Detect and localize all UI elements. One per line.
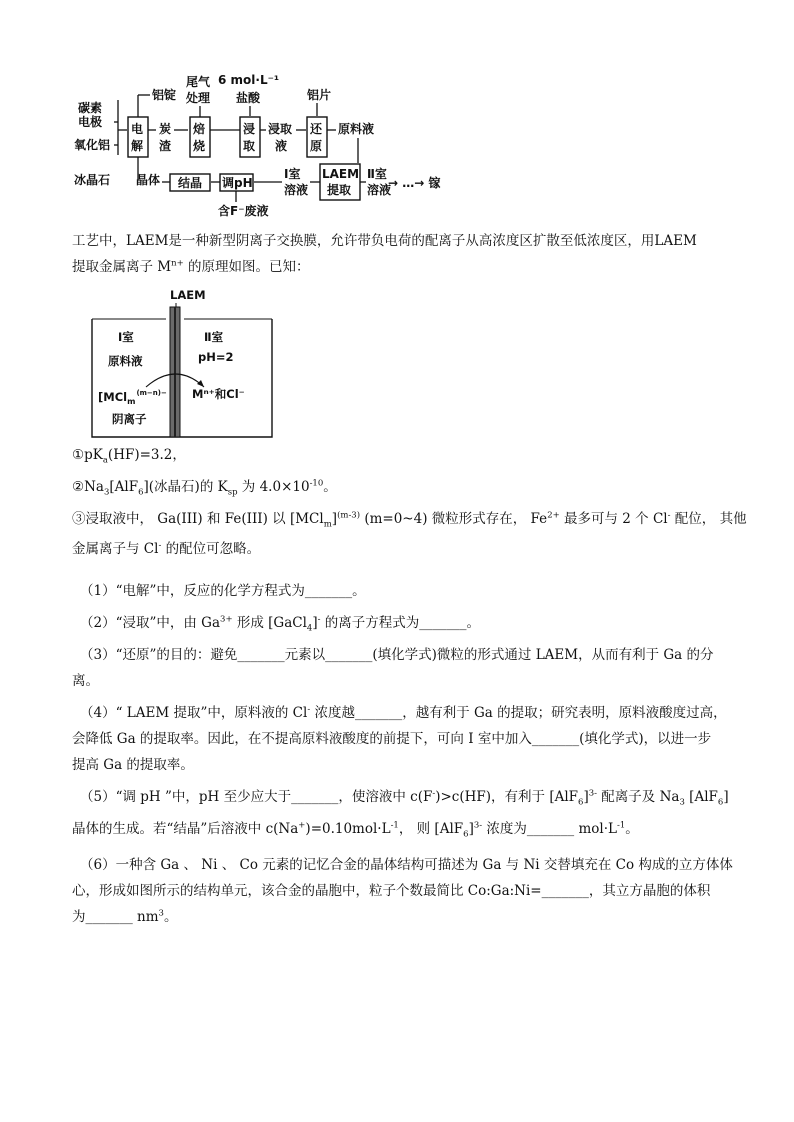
question-4-cont2: 提高 Ga 的提取率。 xyxy=(72,757,194,773)
calcine-2: 烧 xyxy=(193,139,206,153)
condition-2: $②Na_3[AlF_6]$(冰晶石)的 $K_{sp}$ 为 $4.0\times 10^{-10}$。 xyxy=(72,478,337,498)
questions xyxy=(72,578,733,930)
condition-1: $①pK_a(HF)=3.2$， xyxy=(72,447,186,466)
cell-room1: Ⅰ室 xyxy=(118,330,134,344)
room2-2: 溶液 xyxy=(367,183,392,197)
laem-cell-diagram xyxy=(84,283,284,443)
question-2: （2）“浸取”中，由 $Ga^{3+}$ 形成 [GaCl$_4$]- 的离子方程式为_______。 xyxy=(80,614,481,634)
electrolysis-2: 解 xyxy=(131,139,144,153)
question-6-cont2: 为_______ $nm^3$。 xyxy=(72,908,178,925)
room1-2: 溶液 xyxy=(284,183,309,197)
leach-2: 取 xyxy=(243,139,256,153)
cell-ph: pH=2 xyxy=(198,350,234,364)
intro-line-1: 工艺中，LAEM是一种新型阴离子交换膜，允许带负电荷的配离子从高浓度区扩散至低浓度区，用LAEM xyxy=(72,233,697,249)
reduce-1: 还 xyxy=(310,122,323,136)
room2-1: Ⅱ室 xyxy=(367,167,387,181)
question-6: （6）一种含 Ga 、 Ni 、 Co 元素的记忆合金的晶体结构可描述为 Ga 与 Ni 交替填充在 Co 构成的立方体体 xyxy=(80,857,733,873)
cell-laem-label: LAEM xyxy=(170,288,206,302)
intro-line-2 xyxy=(72,254,722,280)
f-waste: 含F⁻废液 xyxy=(218,204,269,218)
question-4: （4）“ LAEM 提取”中，原料液的 Cl- 浓度越_______，越有利于 Ga 的提取；研究表明，原料液酸度过高， xyxy=(80,704,727,721)
cell-anion: [MCl$_m^{(m-n)-}$ xyxy=(98,389,167,406)
question-3: （3）“还原”的目的：避免_______元素以_______(填化学式)微粒的形式通过 LAEM，从而有利于 Ga 的分 xyxy=(80,647,714,663)
hcl-conc: 6 mol·L⁻¹ xyxy=(218,73,280,87)
carbon-slag-2: 渣 xyxy=(159,139,172,153)
label-carbon-1: 碳素 xyxy=(78,101,103,115)
question-1: （1）“电解”中，反应的化学方程式为_______。 xyxy=(80,583,366,599)
leachate-2: 液 xyxy=(275,139,288,153)
cell-raw: 原料液 xyxy=(108,354,143,368)
cell-room2: Ⅱ室 xyxy=(204,330,224,344)
question-3-cont: 离。 xyxy=(72,673,99,689)
label-crystal: 晶体 xyxy=(136,173,161,187)
label-carbon-2: 电极 xyxy=(78,115,103,129)
label-al-ingot: 铝锭 xyxy=(152,88,177,102)
room1-1: Ⅰ室 xyxy=(284,167,301,181)
known-conditions xyxy=(72,442,747,562)
process-flow-diagram xyxy=(70,70,460,230)
tail-gas-1: 尾气 xyxy=(186,75,211,89)
label-al-sheet: 铝片 xyxy=(307,88,332,102)
label-alumina: 氧化铝 xyxy=(74,138,111,152)
raw-liquid: 原料液 xyxy=(338,122,375,136)
gallium: → …→ 镓 xyxy=(388,176,441,190)
cell-products: Mⁿ⁺和Cl⁻ xyxy=(192,387,245,401)
question-6-cont1: 心，形成如图所示的结构单元，该合金的晶胞中，粒子个数最简比 Co:Ga:Ni=_______，其立方晶胞的体积 xyxy=(72,883,711,899)
condition-3: ③浸取液中， Ga(III) 和 Fe(III) 以 $[MCl_m]^{(m-3)}$ (m=0~4) 微粒形式存在， $Fe^{2+}$ 最多可与 2 个 Cl- 配位， 其他 xyxy=(72,510,747,530)
reduce-2: 原 xyxy=(310,139,323,153)
calcine-1: 焙 xyxy=(193,122,206,136)
condition-3-cont: 金属离子与 Cl- 的配位可忽略。 xyxy=(72,540,261,557)
adjust-ph: 调pH xyxy=(222,176,253,190)
carbon-slag-1: 炭 xyxy=(159,122,172,136)
laem-2: 提取 xyxy=(327,183,352,197)
question-4-cont1: 会降低 Ga 的提取率。因此，在不提高原料液酸度的前提下，可向 I 室中加入_______(填化学式)，以进一步 xyxy=(72,731,712,747)
electrolysis-1: 电 xyxy=(131,122,144,136)
intro-2-sup: n+ xyxy=(171,258,184,269)
leach-1: 浸 xyxy=(243,122,256,136)
intro-paragraph xyxy=(72,228,722,280)
intro-2a: 提取金属离子 M xyxy=(72,259,172,275)
question-5: （5）“调 pH ”中，pH 至少应大于_______，使溶液中 c(F-)>c(HF)，有利于 $[AlF_6]^{3-}$ 配离子及 $Na_3$ [AlF$_6$] xyxy=(80,788,729,808)
label-cryolite: 冰晶石 xyxy=(74,173,111,187)
leachate-1: 浸取 xyxy=(268,122,293,136)
intro-2b: 的原理如图。已知： xyxy=(183,259,310,275)
crystallize: 结晶 xyxy=(178,176,203,190)
tail-gas-2: 处理 xyxy=(186,91,211,105)
hcl: 盐酸 xyxy=(236,91,261,105)
question-5-cont: 晶体的生成。若“结晶”后溶液中 $c(Na^+)=0.10mol\cdot L^{-1}$， 则 $[AlF_6]^{3-}$ 浓度为_______ $mol\cdot L^{-1}$。 xyxy=(72,820,639,840)
laem-1: LAEM xyxy=(322,167,360,181)
cell-anion-name: 阴离子 xyxy=(112,412,147,426)
